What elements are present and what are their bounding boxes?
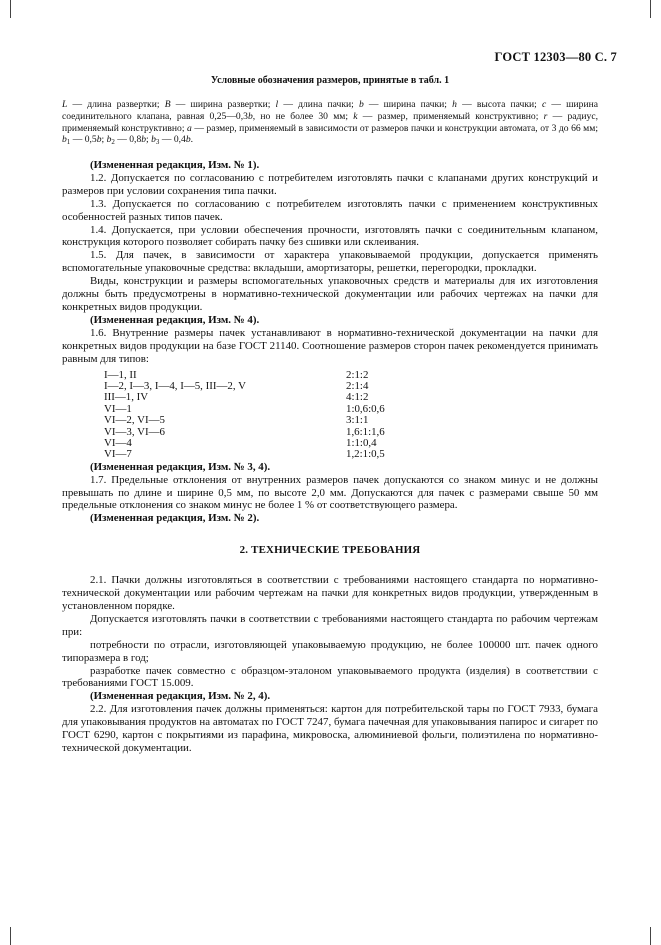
section-title: 2. ТЕХНИЧЕСКИЕ ТРЕБОВАНИЯ xyxy=(239,544,421,557)
legend-run: — 0,5 xyxy=(70,134,97,146)
legend-run: b xyxy=(141,134,147,146)
paragraph: потребности по отрасли, изготовляющей упаковываемую продукцию, не более 100000 шт. пачек одного типоразмера в год; xyxy=(62,638,598,664)
revision-note: (Измененная редакция, Изм. № 3, 4). xyxy=(90,460,271,473)
legend-run: 3 xyxy=(155,138,160,147)
revision-note: (Измененная редакция, Изм. № 1). xyxy=(90,159,260,171)
legend-run: b xyxy=(358,99,364,110)
legend-run: — 0,4 xyxy=(159,134,186,146)
pack-types-cell: VI—3, VI—6 xyxy=(104,425,165,438)
legend-run: — ширина соединительного клапана, равная 0,25—0,3 xyxy=(62,99,598,122)
legend-run: l xyxy=(275,99,279,110)
legend-run: — размер, применяемый конструктивно; xyxy=(357,110,544,122)
section-1-end-paragraphs xyxy=(62,461,598,526)
legend-caption: Условные обозначения размеров, принятые в табл. 1 xyxy=(210,75,450,86)
paragraph: 1.7. Предельные отклонения от внутренних размеров пачек допускаются со знаком минус и не должны превышать по длине и ширине 0,5 мм, по высоте 2,0 мм. Допускаются для пачек с размерами свыше 50 мм предельные отклонения со знаком минус не более 1 % от соответствующего размера. xyxy=(62,473,598,512)
pack-types-cell: I—2, I—3, I—4, I—5, III—2, V xyxy=(104,379,246,392)
pack-types-cell: VI—2, VI—5 xyxy=(104,414,165,427)
paragraph: 1.4. Допускается, при условии обеспечения прочности, изготовлять пачки с соединительным клапаном, конструкция которого позволяет собирать пачку без сшивки или склеивания. xyxy=(62,223,598,249)
legend-run: — радиус, применяемый конструктивно; xyxy=(62,110,598,134)
legend-run: b xyxy=(185,134,191,146)
legend-run: ; xyxy=(101,134,107,146)
crop-mark-bottom-left xyxy=(10,927,11,945)
ratio-cell: 2:1:2 xyxy=(346,368,369,381)
ratio-table xyxy=(104,370,385,461)
document-body xyxy=(62,159,598,755)
crop-mark-top-right xyxy=(650,0,651,18)
table-row xyxy=(104,415,385,426)
table-row xyxy=(104,427,385,438)
legend-run: — длина пачки; xyxy=(278,99,359,110)
pack-types-cell: VI—1 xyxy=(104,402,132,415)
legend-run: 1 xyxy=(66,138,71,147)
ratio-cell: 1:1:0,4 xyxy=(346,436,377,449)
section-2-paragraphs xyxy=(62,574,598,755)
table-row xyxy=(104,449,385,460)
revision-note: (Измененная редакция, Изм. № 2, 4). xyxy=(90,690,271,703)
ratio-cell: 1,6:1:1,6 xyxy=(346,425,385,438)
legend-run: B xyxy=(164,99,171,110)
legend-run: — ширина пачки; xyxy=(363,99,453,110)
legend-run: — длина развертки; xyxy=(67,99,165,110)
legend-run: b xyxy=(151,134,156,146)
legend-run: — размер, применяемый в зависимости от размеров пачки и конструкции автомата, от 3 до 66 мм; xyxy=(191,122,598,134)
legend-run: r xyxy=(543,110,548,122)
legend-run: h xyxy=(452,99,457,110)
ratio-cell: 1:0,6:0,6 xyxy=(346,402,385,415)
legend-run: b xyxy=(106,134,112,146)
section-1-paragraphs xyxy=(62,159,598,366)
pack-types-cell: I—1, II xyxy=(104,368,137,381)
legend-run: ; xyxy=(146,134,152,146)
revision-note: (Измененная редакция, Изм. № 4). xyxy=(90,313,260,326)
paragraph: 1.5. Для пачек, в зависимости от характера упаковываемой продукции, допускается применять вспомогательные упаковочные средства: вкладыши, амортизаторы, решетки, перегородки, прокладки. xyxy=(62,249,598,275)
legend-run: c xyxy=(541,99,547,110)
legend-run: — 0,8 xyxy=(114,134,142,146)
paragraph: 1.2. Допускается по согласованию с потребителем изготовлять пачки с клапанами других конструкций и размеров при условии сохранения типа пачки. xyxy=(62,171,598,197)
crop-mark-bottom-right xyxy=(650,927,651,945)
ratio-cell: 2:1:4 xyxy=(346,379,369,392)
dimension-legend xyxy=(62,99,598,146)
revision-note: (Измененная редакция, Изм. № 2). xyxy=(90,512,260,525)
ratio-cell: 1,2:1:0,5 xyxy=(346,448,385,461)
legend-run: b xyxy=(96,134,102,146)
pack-types-cell: III—1, IV xyxy=(104,391,149,404)
pack-types-cell: VI—4 xyxy=(104,436,132,449)
paragraph: разработке пачек совместно с образцом-эталоном упаковываемого продукта (изделия) в соответствии с требованиями ГОСТ 15.009. xyxy=(62,664,598,690)
table-row xyxy=(104,438,385,449)
ratio-cell: 4:1:2 xyxy=(346,391,369,404)
legend-run: k xyxy=(353,110,358,122)
pack-types-cell: VI—7 xyxy=(104,448,132,461)
paragraph: 2.2. Для изготовления пачек должны применяться: картон для потребительской тары по ГОСТ 7933, бумага для упаковывания продуктов на автоматах по ГОСТ 7247, бумага пачечная для упаковывания папирос и сигарет по ГОСТ 6290, картон с покрытиями из парафина, микровоска, алюминиевой фольги, полиэтилена по нормативно-технической документации. xyxy=(62,703,598,754)
legend-run: b xyxy=(62,134,67,146)
legend-run: — высота пачки; xyxy=(456,99,542,110)
legend-run: — ширина развертки; xyxy=(170,99,276,110)
page-header: ГОСТ 12303—80 С. 7 xyxy=(494,50,617,64)
legend-run: 2 xyxy=(111,138,115,147)
legend-run: , но не более 30 мм; xyxy=(252,110,354,122)
ratio-cell: 3:1:1 xyxy=(346,414,369,427)
legend-run: . xyxy=(190,134,194,146)
legend-run: L xyxy=(62,99,68,110)
paragraph: Допускается изготовлять пачки в соответствии с требованиями настоящего стандарта по рабочим чертежам при: xyxy=(62,612,598,638)
paragraph: 1.6. Внутренние размеры пачек устанавливают в нормативно-технической документации на пачки для конкретных видов продукции на базе ГОСТ 21140. Соотношение размеров сторон пачек рекомендуется принимать равным для типов: xyxy=(62,326,598,365)
legend-run: b xyxy=(247,110,253,122)
paragraph: 1.3. Допускается по согласованию с потребителем изготовлять пачки с применением конструктивных особенностей разных типов пачек. xyxy=(62,197,598,223)
legend-run: a xyxy=(187,122,192,134)
table-row xyxy=(104,392,385,403)
crop-mark-top-left xyxy=(10,0,11,18)
paragraph: Виды, конструкции и размеры вспомогательных упаковочных средств и материалы для их изготовления должны быть предусмотрены в нормативно-технической документации или рабочих чертежах на пачки для конкретных видов продукции. xyxy=(62,275,598,313)
paragraph: 2.1. Пачки должны изготовляться в соответствии с требованиями настоящего стандарта по нормативно-технической документации или рабочим чертежам на пачки для конкретных видов продукции, утвержденным в установленном порядке. xyxy=(62,574,598,612)
